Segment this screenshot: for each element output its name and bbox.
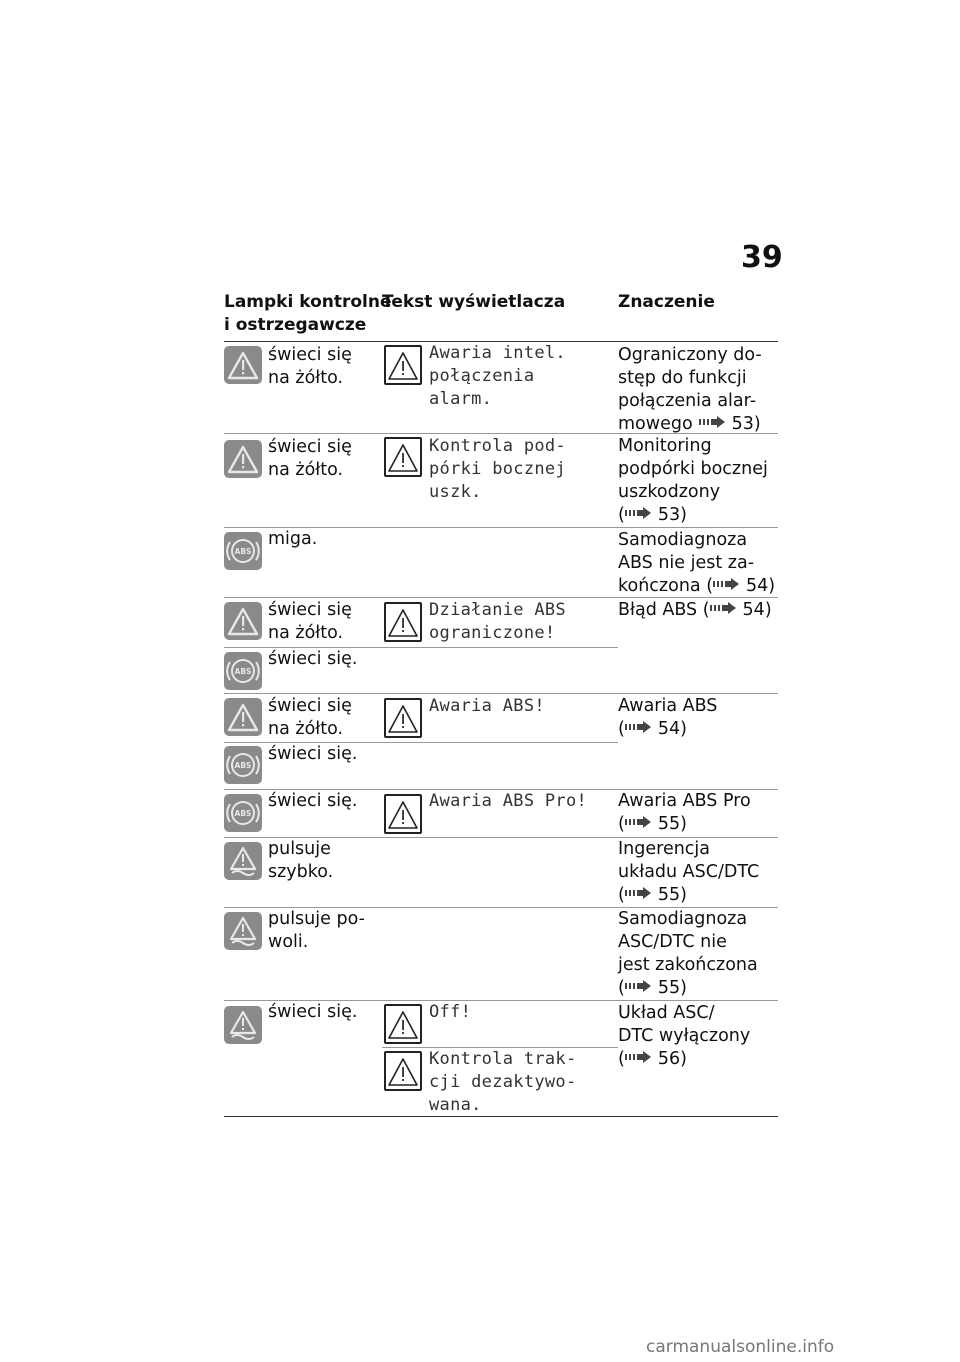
abs-icon — [224, 794, 262, 832]
header-display-text: Tekst wyświetlacza — [382, 292, 566, 312]
traction-control-icon — [224, 912, 262, 950]
lamp-state: świeci się na żółto. — [268, 437, 352, 480]
meaning-text: Układ ASC/ DTC wyłączony ( 56) — [618, 1003, 751, 1069]
lamp-state: świeci się na żółto. — [268, 345, 352, 388]
abs-icon — [224, 746, 262, 784]
display-warning-icon — [384, 698, 422, 738]
page-number: 39 — [741, 240, 783, 275]
display-text: Awaria ABS Pro! — [429, 791, 588, 811]
table-bottom-rule — [224, 1116, 778, 1117]
page-reference[interactable]: 54) — [742, 600, 772, 620]
page-reference[interactable]: 56) — [657, 1049, 687, 1069]
page-reference-arrow-icon — [625, 887, 655, 899]
display-text: Kontrola trak- cji dezaktywo- wana. — [429, 1049, 577, 1115]
page-reference[interactable]: 53) — [731, 414, 761, 434]
display-warning-icon — [384, 437, 422, 477]
display-warning-icon — [384, 1004, 422, 1044]
meaning-text: Błąd ABS ( 54) — [618, 600, 772, 620]
page-reference-arrow-icon — [625, 721, 655, 733]
lamp-state: pulsuje po- woli. — [268, 909, 365, 952]
display-text: Kontrola pod- pórki bocznej uszk. — [429, 436, 566, 502]
meaning-text: Samodiagnoza ASC/DTC nie jest zakończona ( 55) — [618, 909, 758, 998]
page-reference[interactable]: 53) — [657, 505, 687, 525]
page-reference[interactable]: 55) — [657, 885, 687, 905]
header-meaning: Znaczenie — [618, 292, 715, 312]
page-reference[interactable]: 55) — [657, 978, 687, 998]
page-reference-arrow-icon — [710, 602, 740, 614]
row-divider — [224, 693, 778, 694]
row-divider — [224, 433, 778, 434]
page-reference[interactable]: 54) — [657, 719, 687, 739]
page-reference-arrow-icon — [699, 416, 729, 428]
row-divider — [224, 597, 778, 598]
display-text: Off! — [429, 1002, 472, 1022]
page-reference-arrow-icon — [625, 980, 655, 992]
lamp-state: świeci się na żółto. — [268, 696, 352, 739]
lamp-state: pulsuje szybko. — [268, 839, 334, 882]
page-reference[interactable]: 55) — [657, 814, 687, 834]
meaning-text: Ograniczony do- stęp do funkcji połączenia alar- mowego 53) — [618, 345, 762, 434]
page-reference-arrow-icon — [625, 1051, 655, 1063]
lamp-state: świeci się. — [268, 1002, 358, 1022]
meaning-text: Ingerencja układu ASC/DTC ( 55) — [618, 839, 760, 905]
meaning-text: Samodiagnoza ABS nie jest za- kończona ( 54) — [618, 530, 776, 596]
header-lamps — [224, 291, 392, 337]
lamp-state: świeci się na żółto. — [268, 600, 352, 643]
header-lamps-line2: i ostrzegawcze — [224, 315, 367, 335]
lamp-state: świeci się. — [268, 791, 358, 811]
page-reference-arrow-icon — [713, 578, 743, 590]
abs-icon — [224, 652, 262, 690]
lamp-state: miga. — [268, 529, 318, 549]
page-reference-arrow-icon — [625, 507, 655, 519]
warning-triangle-icon — [224, 440, 262, 478]
display-warning-icon — [384, 602, 422, 642]
traction-control-icon — [224, 1006, 262, 1044]
abs-icon — [224, 532, 262, 570]
page-reference-arrow-icon — [625, 816, 655, 828]
warning-triangle-icon — [224, 698, 262, 736]
display-warning-icon — [384, 794, 422, 834]
meaning-text: Awaria ABS Pro ( 55) — [618, 791, 751, 834]
meaning-text: Monitoring podpórki bocznej uszkodzony ( 53) — [618, 436, 768, 525]
display-text: Awaria intel. połączenia alarm. — [429, 343, 566, 409]
lamp-state: świeci się. — [268, 649, 358, 669]
warning-triangle-icon — [224, 346, 262, 384]
header-lamps-line1: Lampki kontrolne — [224, 292, 392, 312]
display-warning-icon — [384, 1051, 422, 1091]
meaning-text: Awaria ABS ( 54) — [618, 696, 718, 739]
traction-control-icon — [224, 842, 262, 880]
display-text: Działanie ABS ograniczone! — [429, 600, 566, 643]
page-reference[interactable]: 54) — [746, 576, 776, 596]
warning-triangle-icon — [224, 602, 262, 640]
lamp-state: świeci się. — [268, 744, 358, 764]
footer-watermark: carmanualsonline.info — [646, 1337, 835, 1357]
display-text: Awaria ABS! — [429, 696, 545, 716]
display-warning-icon — [384, 345, 422, 385]
